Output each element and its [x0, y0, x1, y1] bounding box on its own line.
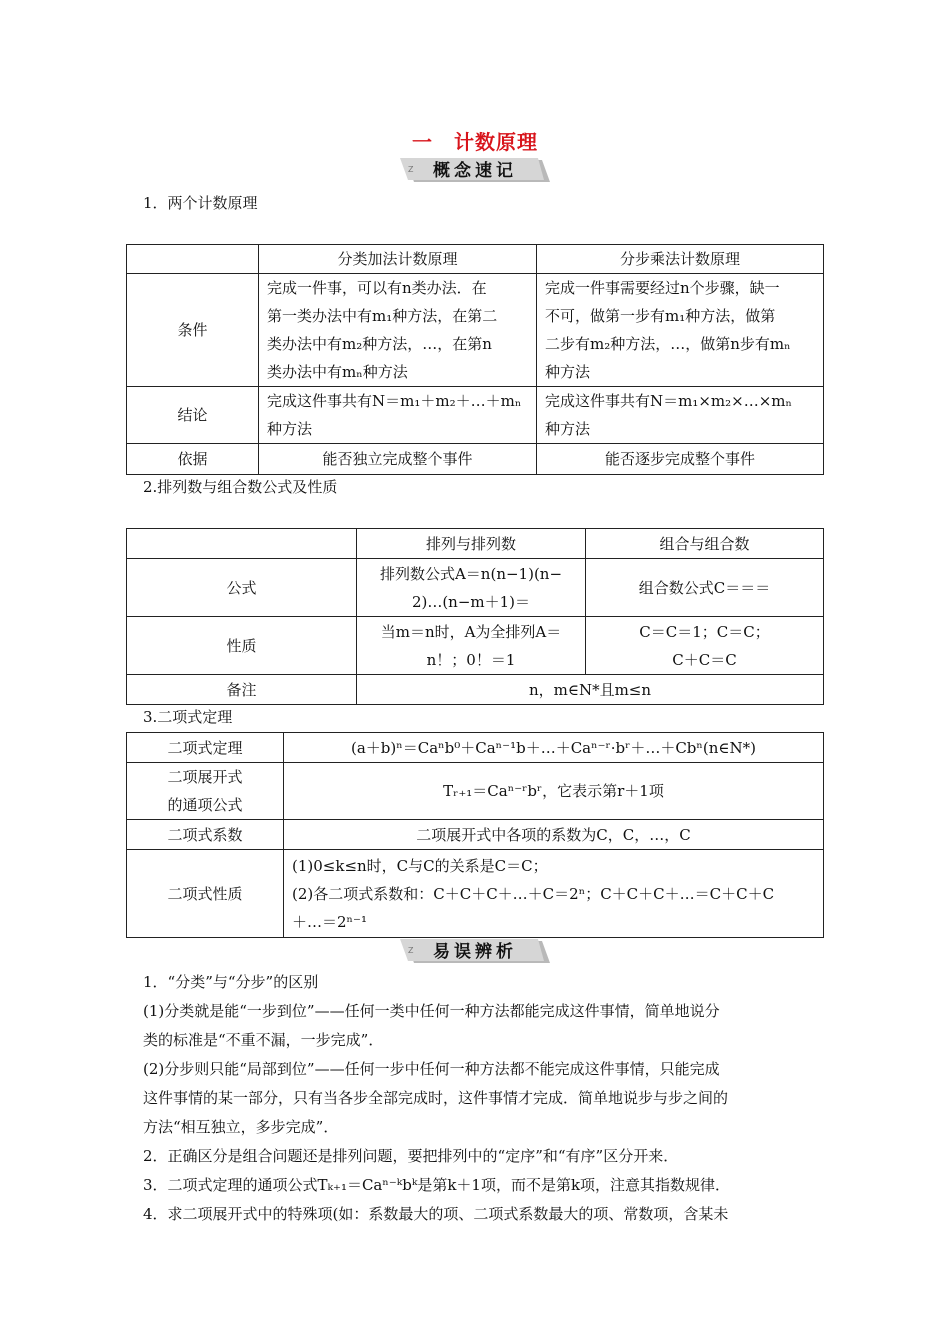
cell-formula-permutation	[357, 559, 586, 617]
col-header-permutation: 排列与排列数	[357, 529, 586, 559]
table-cell-empty	[127, 245, 259, 274]
counting-principles-table	[126, 244, 824, 475]
table-cell-empty	[127, 529, 357, 559]
text-line: 二步有m₂种方法，…，做第n步有mₙ	[545, 335, 791, 353]
table-row	[127, 763, 824, 820]
text-line: 种方法	[267, 420, 313, 438]
row-label-general-term	[127, 763, 284, 820]
cell-conclusion-multiplication	[537, 387, 824, 444]
paragraph-line: 4．求二项展开式中的特殊项(如：系数最大的项、二项式系数最大的项、常数项，含某未	[143, 1205, 729, 1223]
svg-text:Z: Z	[408, 165, 414, 174]
cell-property-permutation	[357, 617, 586, 675]
paragraph-line: 3．二项式定理的通项公式Tₖ₊₁＝Caⁿ⁻ᵏbᵏ是第k＋1项，而不是第k项，注意其指数规律．	[143, 1176, 731, 1194]
table-row	[127, 274, 824, 387]
cell-binomial-property	[284, 850, 824, 938]
text-line: (2)各二项式系数和：C＋C＋C＋…＋C＝2ⁿ；C＋C＋C＋…＝C＋C＋C	[292, 884, 775, 903]
table-row	[127, 529, 824, 559]
section1-heading: 1．两个计数原理	[143, 194, 258, 212]
text-line: 排列数公式A＝n(n−1)(n−	[379, 564, 563, 583]
cell-condition-addition	[259, 274, 537, 387]
text-line: 类办法中有mₙ种方法	[267, 363, 408, 381]
paragraph-line: 这件事情的某一部分，只有当各步全部完成时，这件事情才完成．简单地说步与步之间的	[143, 1089, 729, 1107]
row-label-remark: 备注	[127, 675, 357, 705]
col-header-combination: 组合与组合数	[586, 529, 824, 559]
concept-banner-label: 概念速记	[433, 161, 517, 181]
table-row	[127, 733, 824, 763]
concept-banner	[400, 158, 550, 184]
text-line: n！；0！＝1	[426, 650, 516, 669]
table-row	[127, 444, 824, 475]
cell-condition-multiplication	[537, 274, 824, 387]
text-line: C＋C＝C	[672, 650, 737, 669]
text-line: ＋…＝2ⁿ⁻¹	[292, 912, 367, 931]
text-line: 完成这件事共有N＝m₁×m₂×…×mₙ	[545, 392, 793, 410]
svg-text:Z: Z	[408, 946, 414, 955]
text-line: 第一类办法中有m₁种方法，在第二	[267, 307, 498, 325]
table-row	[127, 559, 824, 617]
col-header-addition: 分类加法计数原理	[259, 245, 537, 274]
text-line: 类办法中有m₂种方法，…，在第n	[267, 335, 492, 353]
page-title: 一 计数原理	[412, 130, 538, 154]
cell-binomial-coefficient: 二项展开式中各项的系数为C，C，…，C	[284, 820, 824, 850]
permutation-combination-table	[126, 528, 824, 705]
cell-basis-multiplication: 能否逐步完成整个事件	[537, 444, 824, 475]
paragraph-line: (1)分类就是能“一步到位”——任何一类中任何一种方法都能完成这件事情，简单地说分	[143, 1002, 720, 1020]
text-line: C＝C＝1；C＝C；	[639, 622, 770, 641]
text-line: (1)0≤k≤n时，C与C的关系是C＝C；	[292, 856, 548, 875]
text-line: 不可，做第一步有m₁种方法，做第	[545, 307, 776, 325]
paragraph-line: 类的标准是“不重不漏，一步完成”．	[143, 1031, 384, 1049]
cell-binomial-theorem: (a＋b)ⁿ＝Caⁿb⁰＋Caⁿ⁻¹b＋…＋Caⁿ⁻ʳ·bʳ＋…＋Cbⁿ(n∈N*)	[284, 733, 824, 763]
table-row	[127, 387, 824, 444]
cell-conclusion-addition	[259, 387, 537, 444]
table-row	[127, 850, 824, 938]
col-header-multiplication: 分步乘法计数原理	[537, 245, 824, 274]
text-line: 种方法	[545, 420, 591, 438]
paragraph-line: 方法“相互独立，多步完成”．	[143, 1118, 339, 1136]
table-row	[127, 617, 824, 675]
text-line: 完成这件事共有N＝m₁＋m₂＋…＋mₙ	[267, 392, 522, 410]
row-label-basis: 依据	[127, 444, 259, 475]
table-row	[127, 245, 824, 274]
text-line: 2)…(n−m＋1)＝	[411, 592, 531, 611]
cell-general-term: Tᵣ₊₁＝Caⁿ⁻ʳbʳ，它表示第r＋1项	[284, 763, 824, 820]
row-label-conclusion: 结论	[127, 387, 259, 444]
text-line: 二项展开式	[167, 768, 243, 786]
text-line: 种方法	[545, 363, 591, 381]
table-row	[127, 675, 824, 705]
cell-formula-combination: 组合数公式C＝＝＝	[586, 559, 824, 617]
section2-heading: 2.排列数与组合数公式及性质	[143, 478, 338, 496]
table-row	[127, 820, 824, 850]
errors-banner-label: 易误辨析	[433, 942, 517, 962]
cell-basis-addition: 能否独立完成整个事件	[259, 444, 537, 475]
binomial-theorem-table	[126, 732, 824, 938]
cell-remark: n，m∈N*且m≤n	[357, 675, 824, 705]
row-label-condition: 条件	[127, 274, 259, 387]
paragraph-line: 1．“分类”与“分步”的区别	[143, 973, 319, 991]
errors-section	[143, 968, 811, 1229]
section3-heading: 3.二项式定理	[143, 708, 233, 726]
row-label-formula: 公式	[127, 559, 357, 617]
paragraph-line: 2．正确区分是组合问题还是排列问题，要把排列中的“定序”和“有序”区分开来．	[143, 1147, 679, 1165]
text-line: 的通项公式	[167, 796, 243, 814]
text-line: 完成一件事需要经过n个步骤，缺一	[545, 279, 780, 297]
errors-banner	[400, 939, 550, 965]
text-line: 完成一件事，可以有n类办法．在	[267, 279, 487, 297]
row-label-property: 性质	[127, 617, 357, 675]
text-line: 当m＝n时，A为全排列A＝	[380, 622, 562, 641]
row-label-binomial-coefficient: 二项式系数	[127, 820, 284, 850]
row-label-binomial-property: 二项式性质	[127, 850, 284, 938]
paragraph-line: (2)分步则只能“局部到位”——任何一步中任何一种方法都不能完成这件事情，只能完成	[143, 1060, 720, 1078]
row-label-binomial-theorem: 二项式定理	[127, 733, 284, 763]
cell-property-combination	[586, 617, 824, 675]
